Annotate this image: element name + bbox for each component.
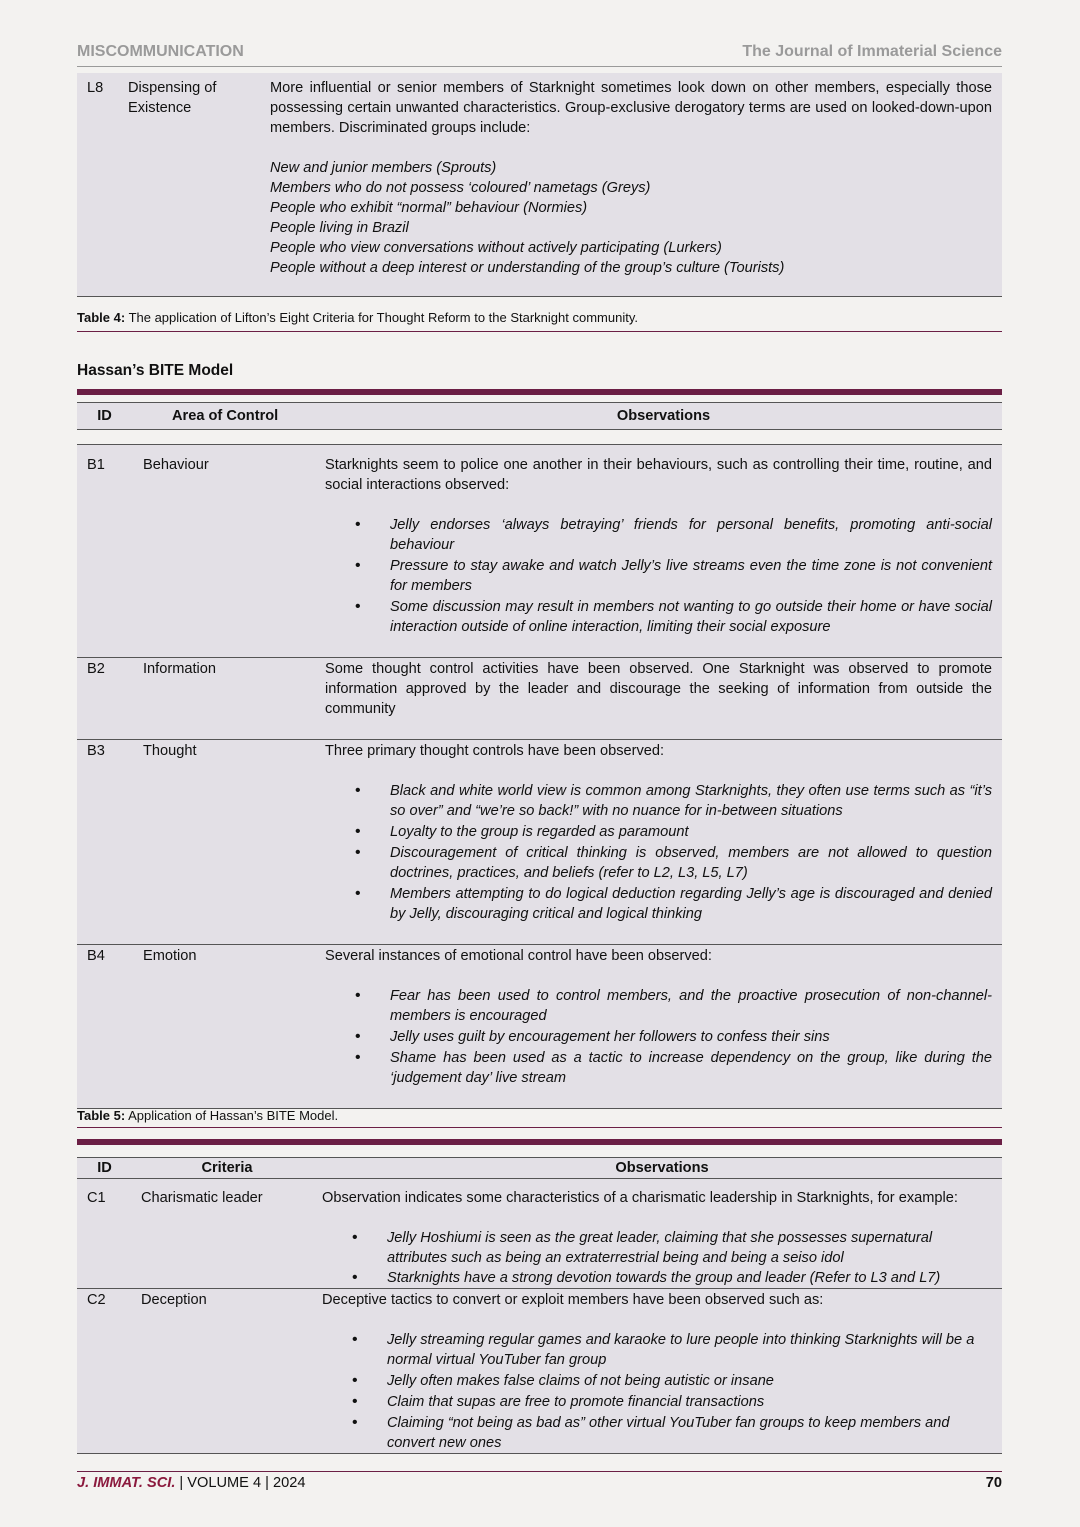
caption-label: Table 4: (77, 310, 126, 325)
header-id: ID (97, 408, 112, 424)
bullet-item: • Starknights have a strong devotion towards the group and leader (Refer to L3 and L7) (322, 1268, 992, 1288)
header-observations: Observations (616, 408, 711, 424)
row-text: Several instances of emotional control have been observed: (325, 948, 712, 964)
running-head-right: The Journal of Immaterial Science (742, 43, 1002, 60)
page-number: 70 (985, 1475, 1002, 1491)
footer-journal: J. IMMAT. SCI. (77, 1475, 176, 1491)
bullet-item: • Jelly uses guilt by encouragement her followers to confess their sins (325, 1027, 992, 1047)
row-id: C1 (87, 1190, 106, 1206)
row-area: Thought (143, 743, 197, 759)
row-area: Emotion (143, 948, 197, 964)
bullet-item: • Jelly streaming regular games and karaoke to lure people into thinking Starknights will be a normal virtual YouTuber fan group (322, 1330, 992, 1370)
table5 (77, 389, 1002, 1109)
page-footer (77, 1471, 1002, 1491)
table-header-row (77, 1158, 1002, 1179)
row-id: B3 (87, 743, 105, 759)
bullet-item: • Pressure to stay awake and watch Jelly’s live streams even the time zone is not convenient for members (325, 556, 992, 596)
header-observations: Observations (615, 1160, 709, 1176)
row-criterion: Dispensing of Existence (128, 80, 217, 116)
list-item: People who view conversations without actively participating (Lurkers) (270, 240, 722, 256)
table-row (77, 445, 1002, 658)
list-item: People who exhibit “normal” behaviour (Normies) (270, 200, 588, 216)
table-row (77, 945, 1002, 1109)
table4 (77, 73, 1002, 297)
caption-label: Table 5: (77, 1108, 126, 1123)
footer-volume: | VOLUME 4 | 2024 (175, 1475, 306, 1491)
bullet-item: • Jelly endorses ‘always betraying’ friends for personal benefits, promoting anti-social behaviour (325, 515, 992, 555)
row-id: C2 (87, 1292, 106, 1308)
header-area: Area of Control (172, 408, 279, 424)
bullet-item: • Jelly Hoshiumi is seen as the great leader, claiming that she possesses supernatural attributes such as being an extraterrestrial being and being a seiso idol (322, 1228, 992, 1268)
table-row (77, 1179, 1002, 1289)
bullet-item: • Black and white world view is common among Starknights, they often use terms such as “it’s so over” and “we’re so back!” with no nuance for in-between situations (325, 781, 992, 821)
bullet-item: • Discouragement of critical thinking is observed, members are not allowed to question doctrines, practices, and beliefs (refer to L2, L3, L5, L7) (325, 843, 992, 883)
row-text: Deceptive tactics to convert or exploit members have been observed such as: (322, 1292, 824, 1308)
table5-caption (77, 1107, 1002, 1128)
row-text: Some thought control activities have been observed. One Starknight was observed to promote information approved by the leader and discourage the seeking of information from outside the community (325, 661, 992, 717)
row-id: L8 (87, 80, 104, 96)
table-header-row (77, 403, 1002, 430)
row-text: More influential or senior members of Starknight sometimes look down on other members, especially those possessing certain unwanted characteristics. Group-exclusive derogatory terms are used on looked-down-upon members. Discriminated groups include: (270, 80, 992, 136)
list-item: People without a deep interest or understanding of the group’s culture (Tourists) (270, 260, 785, 276)
running-head-left: MISCOMMUNICATION (77, 43, 244, 60)
caption-text: Application of Hassan’s BITE Model. (128, 1108, 339, 1123)
list-item: Members who do not possess ‘coloured’ nametags (Greys) (270, 180, 651, 196)
bullet-item: • Claim that supas are free to promote financial transactions (322, 1392, 992, 1412)
row-criteria: Deception (141, 1292, 207, 1308)
row-text: Observation indicates some characteristics of a charismatic leadership in Starknights, for example: (322, 1190, 958, 1206)
bullet-item: • Claiming “not being as bad as” other virtual YouTuber fan groups to keep members and convert new ones (322, 1413, 992, 1453)
row-id: B4 (87, 948, 105, 964)
table-row (77, 740, 1002, 945)
table-row (77, 1289, 1002, 1454)
bullet-item: • Loyalty to the group is regarded as paramount (325, 822, 992, 842)
bullet-item: • Fear has been used to control members, and the proactive prosecution of non-channel-members is encouraged (325, 986, 992, 1026)
bullet-item: • Some discussion may result in members not wanting to go outside their home or have social interaction outside of online interaction, limiting their social exposure (325, 597, 992, 637)
list-item: New and junior members (Sprouts) (270, 160, 497, 176)
row-area: Behaviour (143, 457, 209, 473)
section-heading: Hassan’s BITE Model (77, 362, 234, 379)
row-id: B2 (87, 661, 105, 677)
table-row (77, 73, 1002, 297)
running-head (77, 42, 1002, 67)
header-id: ID (97, 1160, 112, 1176)
row-id: B1 (87, 457, 105, 473)
row-criteria: Charismatic leader (141, 1190, 263, 1206)
list-item: People living in Brazil (270, 220, 409, 236)
row-text: Three primary thought controls have been observed: (325, 743, 665, 759)
caption-text: The application of Lifton’s Eight Criteria for Thought Reform to the Starknight community. (128, 310, 638, 325)
bullet-item: • Shame has been used as a tactic to increase dependency on the group, like during the ‘judgement day’ live stream (325, 1048, 992, 1088)
table-row (77, 658, 1002, 740)
bullet-item: • Jelly often makes false claims of not being autistic or insane (322, 1371, 992, 1391)
bullet-item: • Members attempting to do logical deduction regarding Jelly’s age is discouraged and denied by Jelly, discouraging critical and logical thinking (325, 884, 992, 924)
row-text: Starknights seem to police one another in their behaviours, such as controlling their time, routine, and social interactions observed: (325, 457, 992, 493)
table6 (77, 1139, 1002, 1454)
header-criteria: Criteria (201, 1160, 253, 1176)
row-area: Information (143, 661, 217, 677)
table4-caption (77, 309, 1002, 332)
